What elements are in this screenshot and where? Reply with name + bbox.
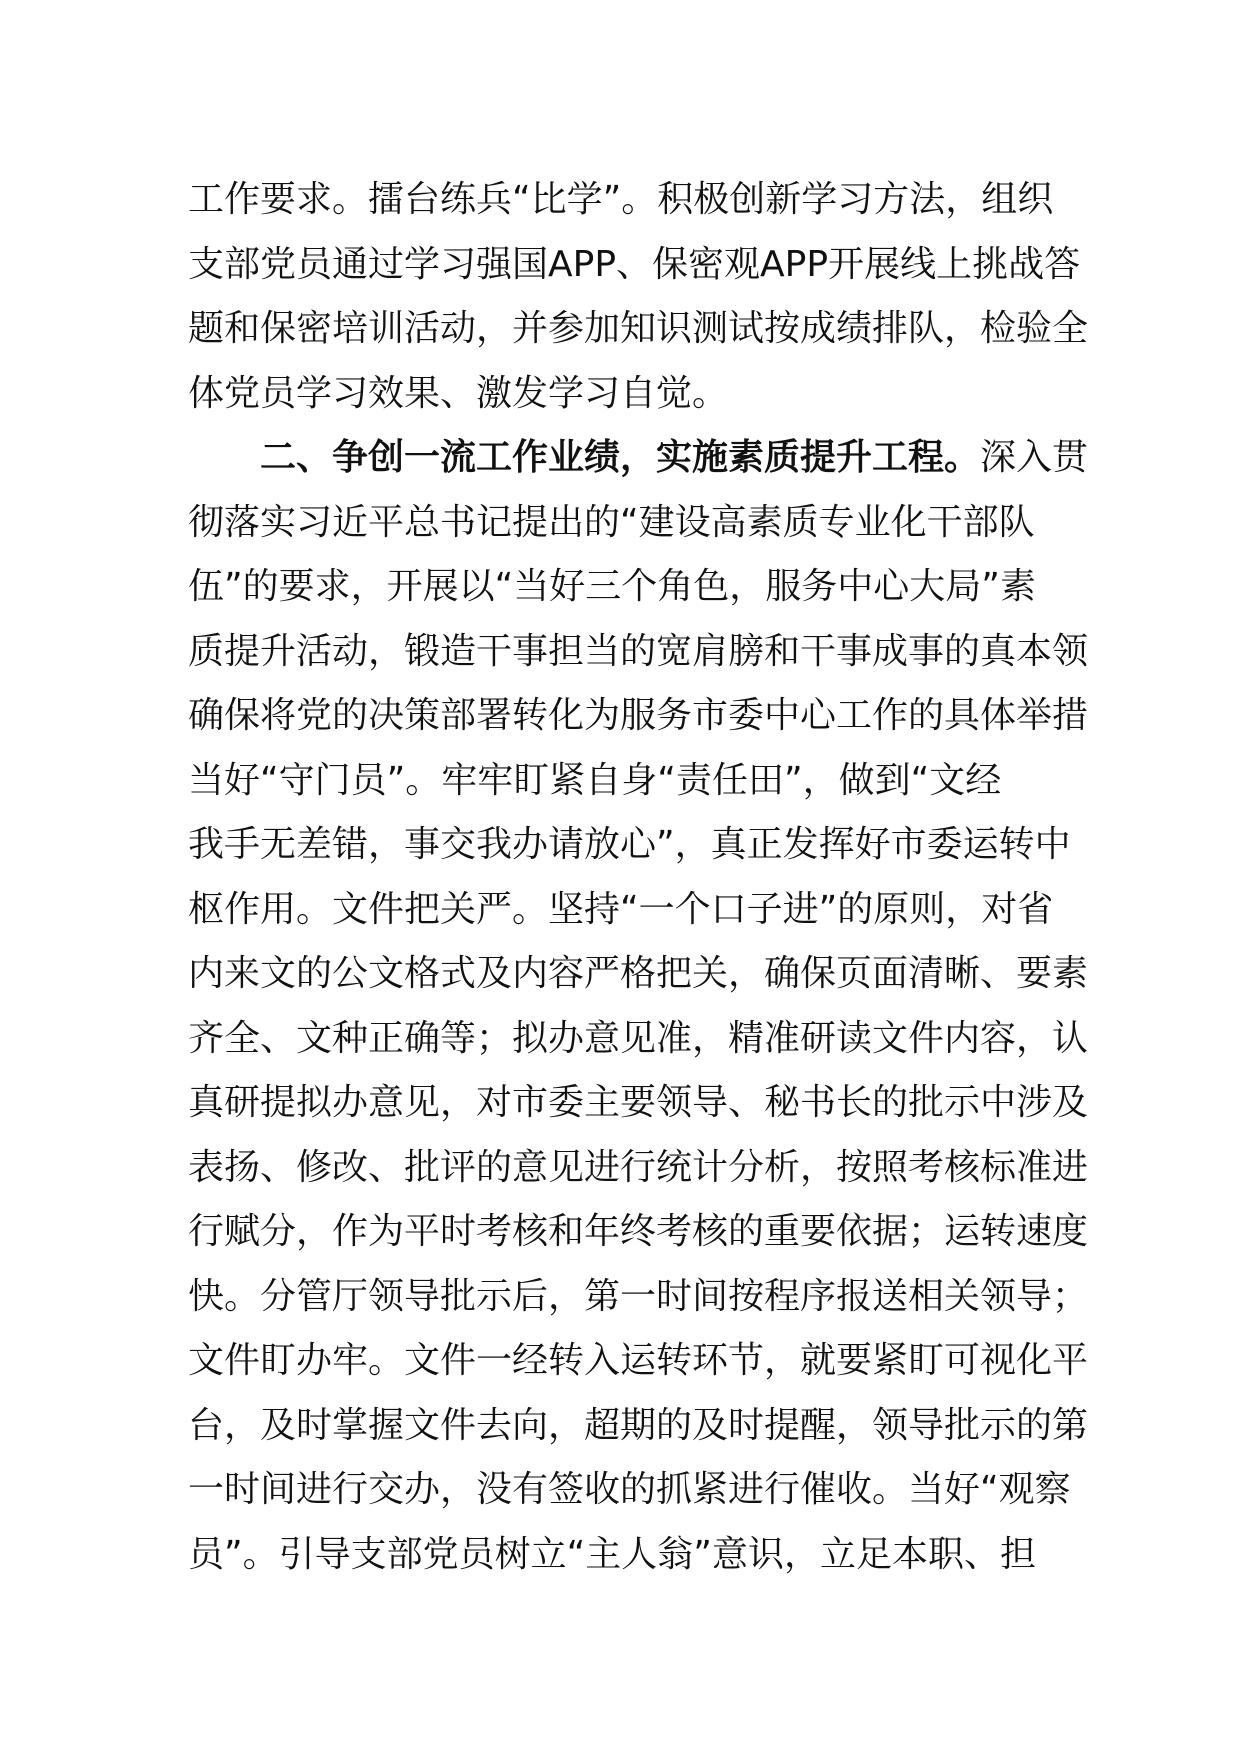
paragraph-1-line-4: 体党员学习效果、激发学习自觉。 — [188, 372, 729, 414]
paragraph-2-line-6: 当好“守门员”。牢牢盯紧自身“责任田”，做到“文经 — [188, 759, 1002, 801]
paragraph-2-line-16: 台，及时掌握文件去向，超期的及时提醒，领导批示的第 — [188, 1404, 1089, 1446]
section-heading: 二、争创一流工作业绩，实施素质提升工程。 — [260, 437, 981, 478]
paragraph-2-line-3: 伍”的要求，开展以“当好三个角色，服务中心大局”素 — [188, 566, 1036, 607]
paragraph-2-line-8: 枢作用。文件把关严。坚持“一个口子进”的原则，对省 — [188, 888, 1054, 930]
paragraph-1-line-2: 支部党员通过学习强国APP、保密观APP开展线上挑战答 — [188, 243, 1081, 285]
paragraph-2-line-5: 确保将党的决策部署转化为服务市委中心工作的具体举措 — [188, 695, 1089, 736]
paragraph-2-line-18: 员”。引导支部党员树立“主人翁”意识，立足本职、担 — [188, 1533, 1036, 1575]
paragraph-2-line-13: 行赋分，作为平时考核和年终考核的重要依据；运转速度 — [188, 1211, 1089, 1252]
paragraph-2-first-line-rest: 深入贯 — [980, 437, 1089, 478]
paragraph-2-line-11: 真研提拟办意见，对市委主要领导、秘书长的批示中涉及 — [188, 1082, 1089, 1123]
paragraph-2-line-14: 快。分管厅领导批示后，第一时间按程序报送相关领导； — [188, 1275, 1089, 1317]
paragraph-2-line-7: 我手无差错，事交我办请放心”，真正发挥好市委运转中 — [188, 824, 1071, 865]
paragraph-2-line-10: 齐全、文种正确等；拟办意见准，精准研读文件内容，认 — [188, 1017, 1089, 1059]
paragraph-2-line-17: 一时间进行交办，没有签收的抓紧进行催收。当好“观察 — [188, 1469, 1071, 1510]
document-body — [188, 168, 1089, 1587]
paragraph-2-first-line — [188, 426, 1089, 491]
paragraph-2-line-9: 内来文的公文格式及内容严格把关，确保页面清晰、要素 — [188, 953, 1089, 994]
paragraph-2-line-2: 彻落实习近平总书记提出的“建设高素质专业化干部队 — [188, 501, 1035, 543]
paragraph-2-line-12: 表扬、修改、批评的意见进行统计分析，按照考核标准进 — [188, 1146, 1089, 1188]
paragraph-2-line-4: 质提升活动，锻造干事担当的宽肩膀和干事成事的真本领 — [188, 630, 1089, 672]
paragraph-2-line-15: 文件盯办牢。文件一经转入运转环节，就要紧盯可视化平 — [188, 1340, 1089, 1381]
paragraph-1-line-1: 工作要求。擂台练兵“比学”。积极创新学习方法，组织 — [188, 179, 1054, 220]
paragraph-1-line-3: 题和保密培训活动，并参加知识测试按成绩排队，检验全 — [188, 308, 1089, 349]
